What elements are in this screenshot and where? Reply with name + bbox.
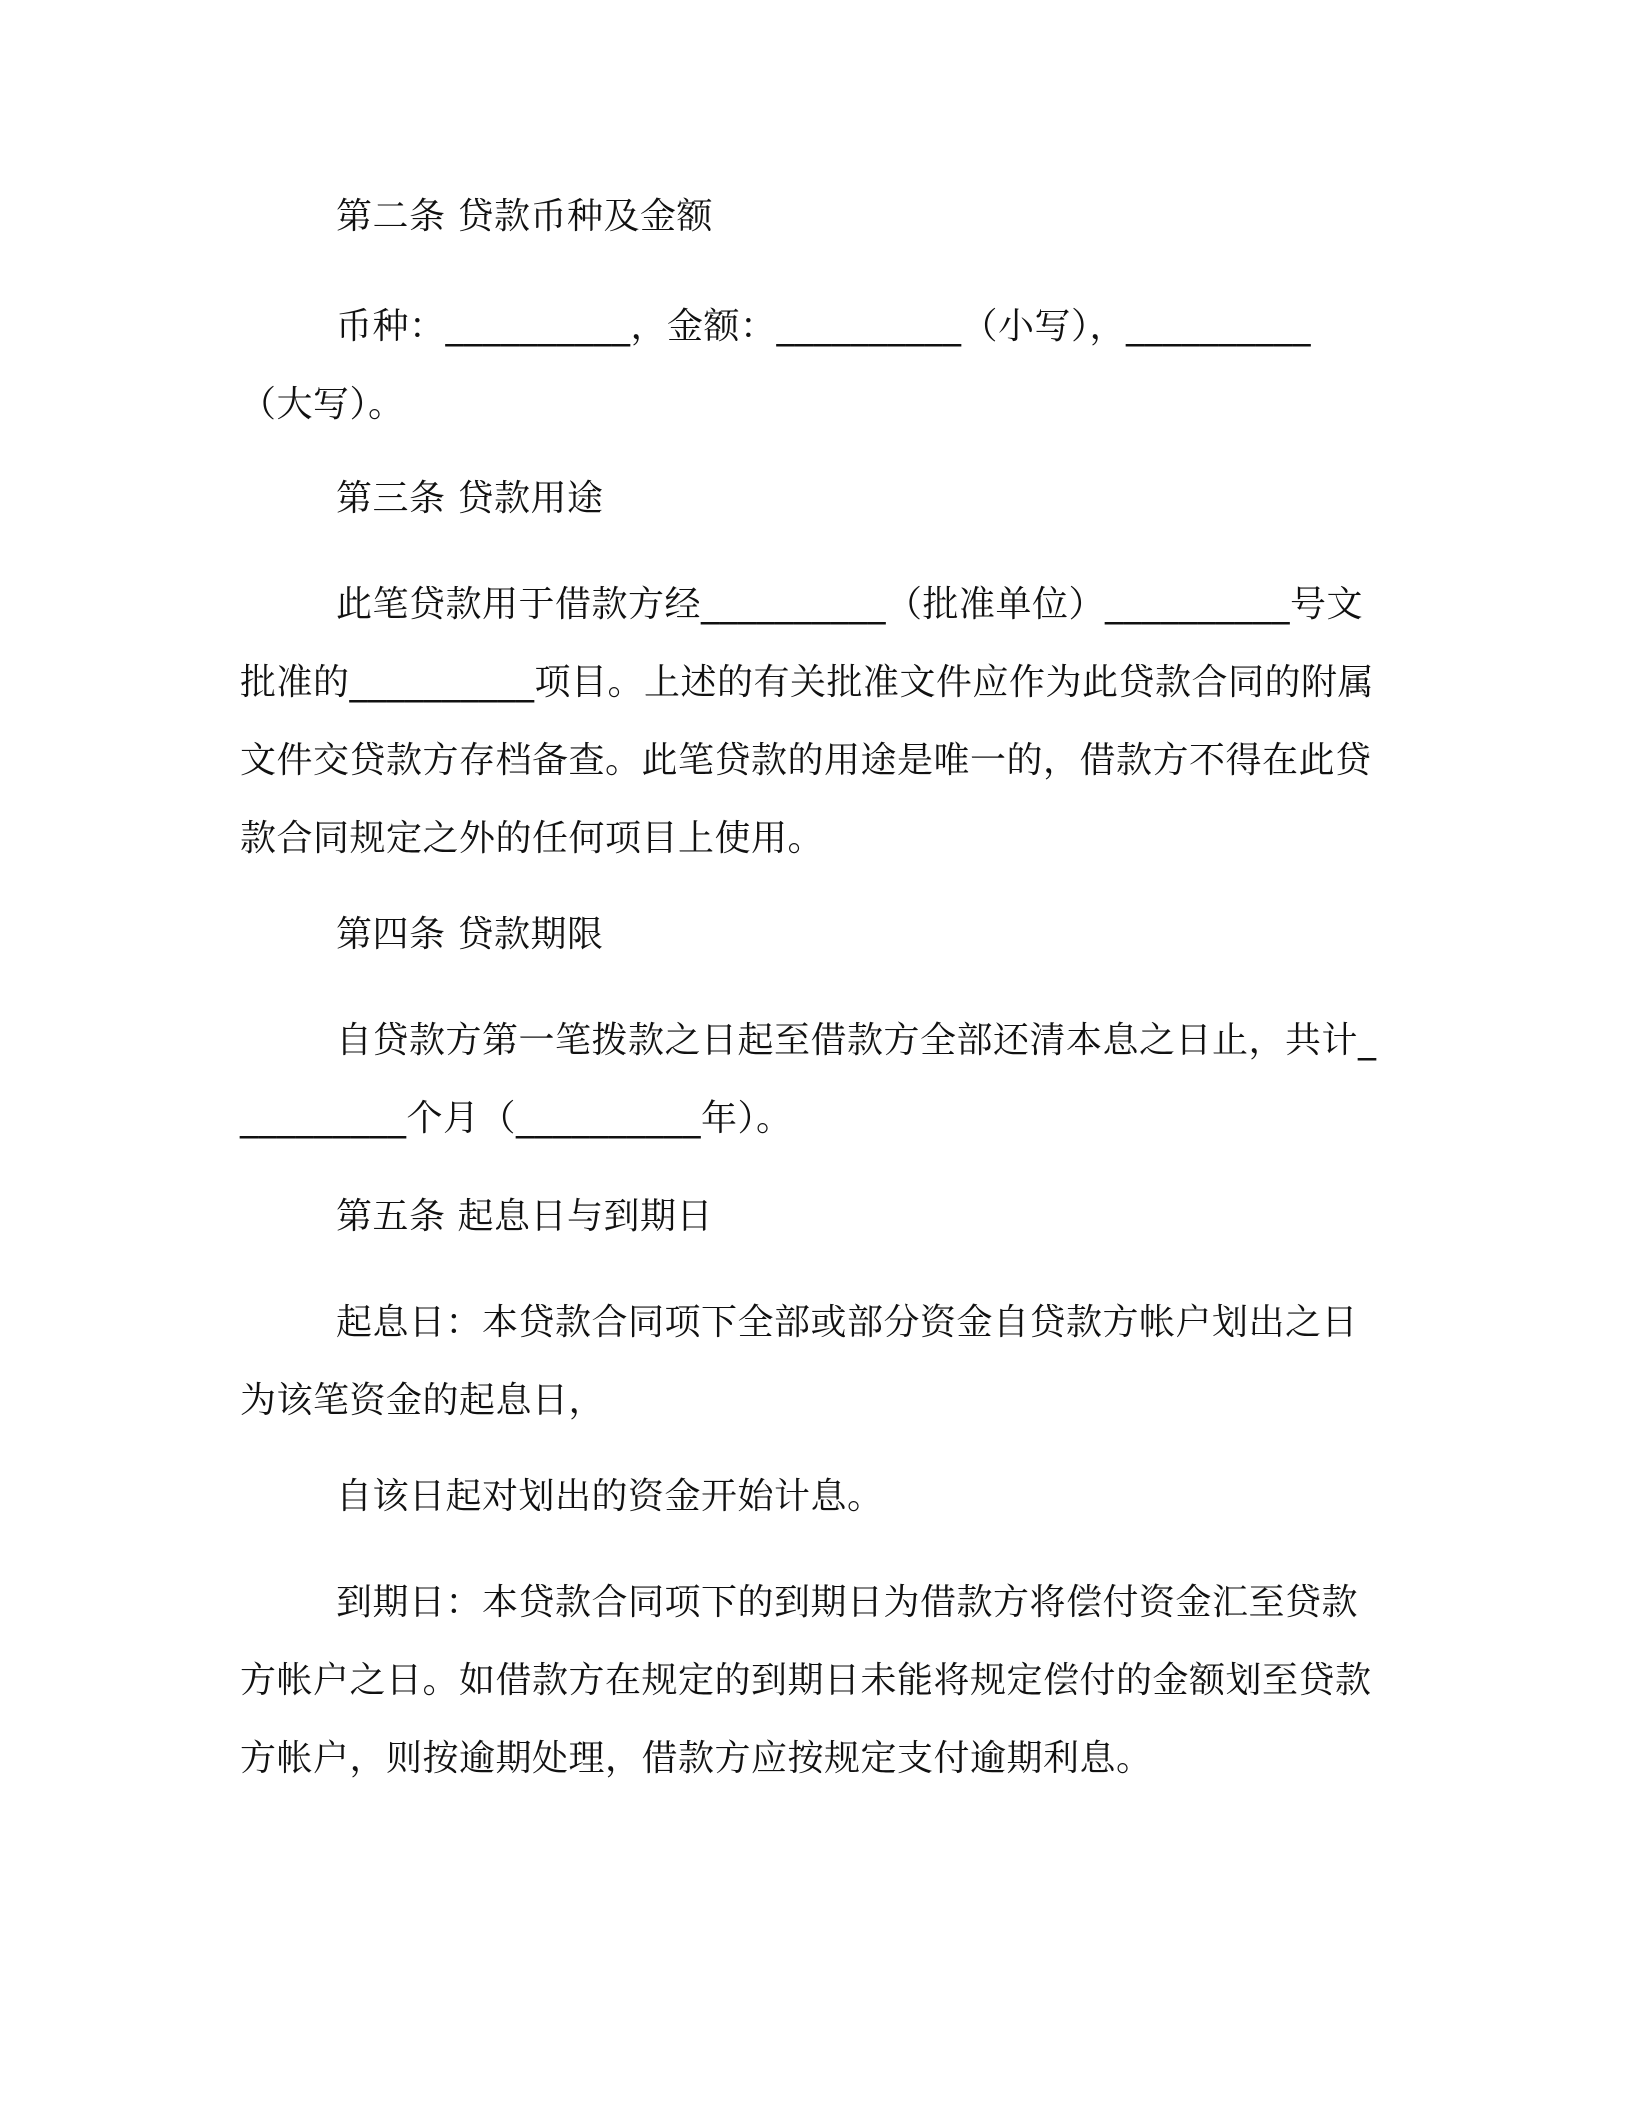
section-5-body-1: 起息日：本贷款合同项下全部或部分资金自贷款方帐户划出之日为该笔资金的起息日， xyxy=(240,1302,1359,1421)
section-5-heading: 第五条 起息日与到期日 xyxy=(336,1196,713,1237)
section-4-body: 自贷款方第一笔拨款之日起至借款方全部还清本息之日止，共计__________个月（__________年）。 xyxy=(240,1020,1377,1139)
section-5-body-2: 自该日起对划出的资金开始计息。 xyxy=(336,1476,884,1517)
section-5-body-3: 到期日：本贷款合同项下的到期日为借款方将偿付资金汇至贷款方帐户之日。如借款方在规定的到期日未能将规定偿付的金额划至贷款方帐户，则按逾期处理，借款方应按规定支付逾期利息。 xyxy=(240,1582,1372,1779)
section-3-heading: 第三条 贷款用途 xyxy=(336,478,604,519)
section-2-heading: 第二条 贷款币种及金额 xyxy=(336,196,713,237)
section-2-body: 币种：__________，金额：__________（小写），__________（大写）。 xyxy=(240,306,1312,425)
section-4-heading: 第四条 贷款期限 xyxy=(336,914,604,955)
section-3-body: 此笔贷款用于借款方经__________（批准单位）__________号文批准的__________项目。上述的有关批准文件应作为此贷款合同的附属文件交贷款方存档备查。此笔贷款的用途是唯一的，借款方不得在此贷款合同规定之外的任何项目上使用。 xyxy=(240,584,1375,859)
